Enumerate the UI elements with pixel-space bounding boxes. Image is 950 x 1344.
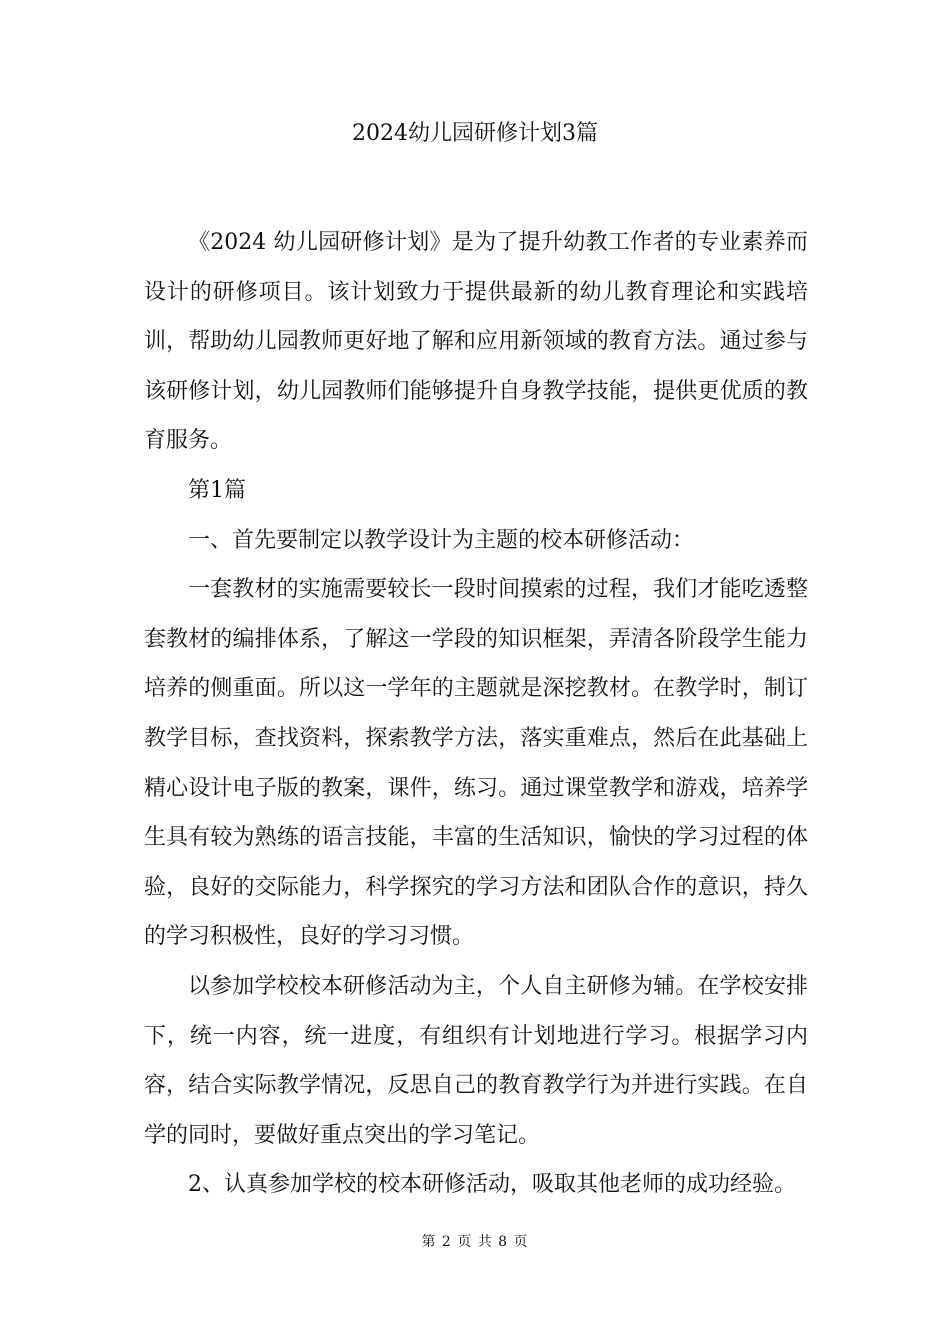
body-paragraph: 2、认真参加学校的校本研修活动，吸取其他老师的成功经验。 bbox=[188, 1172, 796, 1198]
document-title: 2024幼儿园研修计划3篇 bbox=[352, 121, 598, 146]
intro-paragraph: 《2024 幼儿园研修计划》是为了提升幼教工作者的专业素养而设计的研修项目。该计划致力于提供最新的幼儿教育理论和实践培训，帮助幼儿园教师更好地了解和应用新领域的教育方法。通过参与该研修计划，幼儿园教师们能够提升自身教学技能，提供更优质的教育服务。 bbox=[144, 230, 808, 454]
section-heading-part-1: 第1篇 bbox=[188, 477, 246, 503]
document-body bbox=[144, 218, 808, 1210]
body-paragraph: 一套教材的实施需要较长一段时间摸索的过程，我们才能吃透整套教材的编排体系，了解这一学段的知识框架，弄清各阶段学生能力培养的侧重面。所以这一学年的主题就是深挖教材。在教学时，制订教学目标，查找资料，探索教学方法，落实重难点，然后在此基础上精心设计电子版的教案，课件，练习。通过课堂教学和游戏，培养学生具有较为熟练的语言技能，丰富的生活知识，愉快的学习过程的体验，良好的交际能力，科学探究的学习方法和团队合作的意识，持久的学习积极性，良好的学习习惯。 bbox=[144, 577, 808, 950]
body-paragraph: 以参加学校校本研修活动为主，个人自主研修为辅。在学校安排下，统一内容，统一进度，有组织有计划地进行学习。根据学习内容，结合实际教学情况，反思自己的教育教学行为并进行实践。在自学的同时，要做好重点突出的学习笔记。 bbox=[144, 973, 808, 1148]
page-footer: 第 2 页 共 8 页 bbox=[421, 1234, 529, 1250]
section-heading-one: 一、首先要制定以教学设计为主题的校本研修活动： bbox=[188, 527, 695, 553]
